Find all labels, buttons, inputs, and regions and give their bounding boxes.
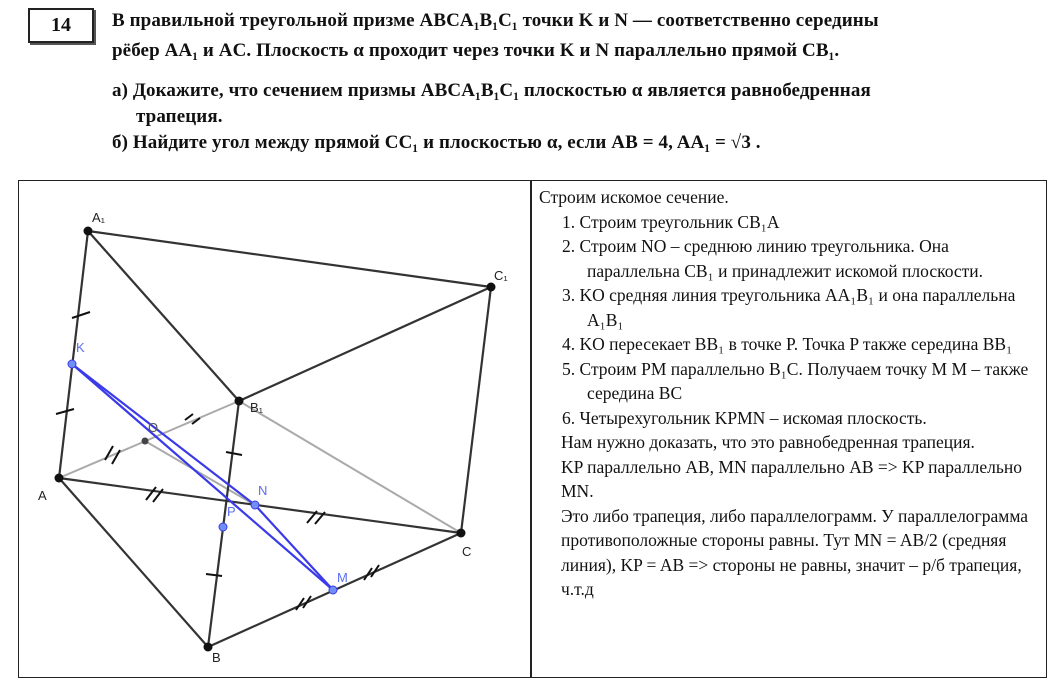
line-AB1: [59, 401, 239, 478]
paragraph: Нам нужно доказать, что это равнобедренная трапеция.: [561, 432, 975, 452]
edge-A1B1: [88, 231, 239, 401]
problem-part-a: а) Докажите, что сечением призмы ABCA₁B₁C₁ плоскостью α является равнобедренная: [112, 80, 871, 101]
label-N: N: [258, 483, 268, 498]
label-B1: B₁: [250, 400, 264, 415]
problem-line: рёбер AA₁ и AC. Плоскость α проходит через точки K и N параллельно прямой CB₁.: [112, 40, 840, 61]
step: 6. Четырехугольник KPMN – искомая плоскость.: [562, 407, 927, 428]
label-P: P: [227, 504, 236, 519]
section-lines: [72, 364, 333, 590]
label-B: B: [212, 650, 221, 665]
step: 1. Строим треугольник CB₁A: [562, 211, 780, 232]
label-O: O: [148, 420, 159, 435]
problem-part-a-cont: трапеция.: [136, 106, 223, 127]
aux-lines: [59, 401, 461, 533]
label-C: C: [462, 544, 472, 559]
step: 5. Строим PM параллельно B₁C. Получаем точку M M – также середина BC: [562, 358, 1029, 403]
step: 4. KO пересекает BB₁ в точке P. Точка P также середина BB₁: [562, 334, 1013, 354]
edge-AB: [59, 478, 208, 647]
edge-B1C1: [239, 287, 491, 401]
label-A1: A₁: [92, 210, 106, 225]
label-C1: C₁: [494, 268, 508, 283]
paragraph: KP параллельно AB, MN параллельно AB => KP параллельно MN.: [561, 456, 1022, 501]
problem-line: В правильной треугольной призме ABCA₁B₁C₁ точки K и N — соответственно середины: [112, 10, 879, 31]
solution-intro: Строим искомое сечение.: [539, 187, 729, 207]
edge-CC1: [461, 287, 491, 533]
line-ON: [145, 441, 255, 505]
line-KPM: [72, 364, 333, 590]
label-A: A: [38, 488, 47, 503]
paragraph: Это либо трапеция, либо параллелограмм. У параллелограмма противоположные стороны равны. Тут MN = AB/2 (средняя линия), KP = AB => стороны не равны, значит – р/б трапеция, ч.т.д: [561, 505, 1029, 599]
step: 2. Строим NO – среднюю линию треугольника. Она параллельна CB₁ и принадлежит искомой плоскости.: [562, 236, 984, 281]
problem-part-b: б) Найдите угол между прямой CC₁ и плоскостью α, если AB = 4, AA₁ = √3 .: [112, 132, 761, 153]
vertex-points: [55, 227, 496, 652]
problem-number: 14: [28, 8, 94, 43]
edge-A1C1: [88, 231, 491, 287]
line-B1C: [239, 401, 461, 533]
label-K: K: [76, 340, 85, 355]
label-M: M: [337, 570, 348, 585]
step: 3. KO средняя линия треугольника AA₁B₁ и она параллельна A₁B₁: [562, 285, 1016, 330]
prism-edges: [59, 231, 491, 647]
